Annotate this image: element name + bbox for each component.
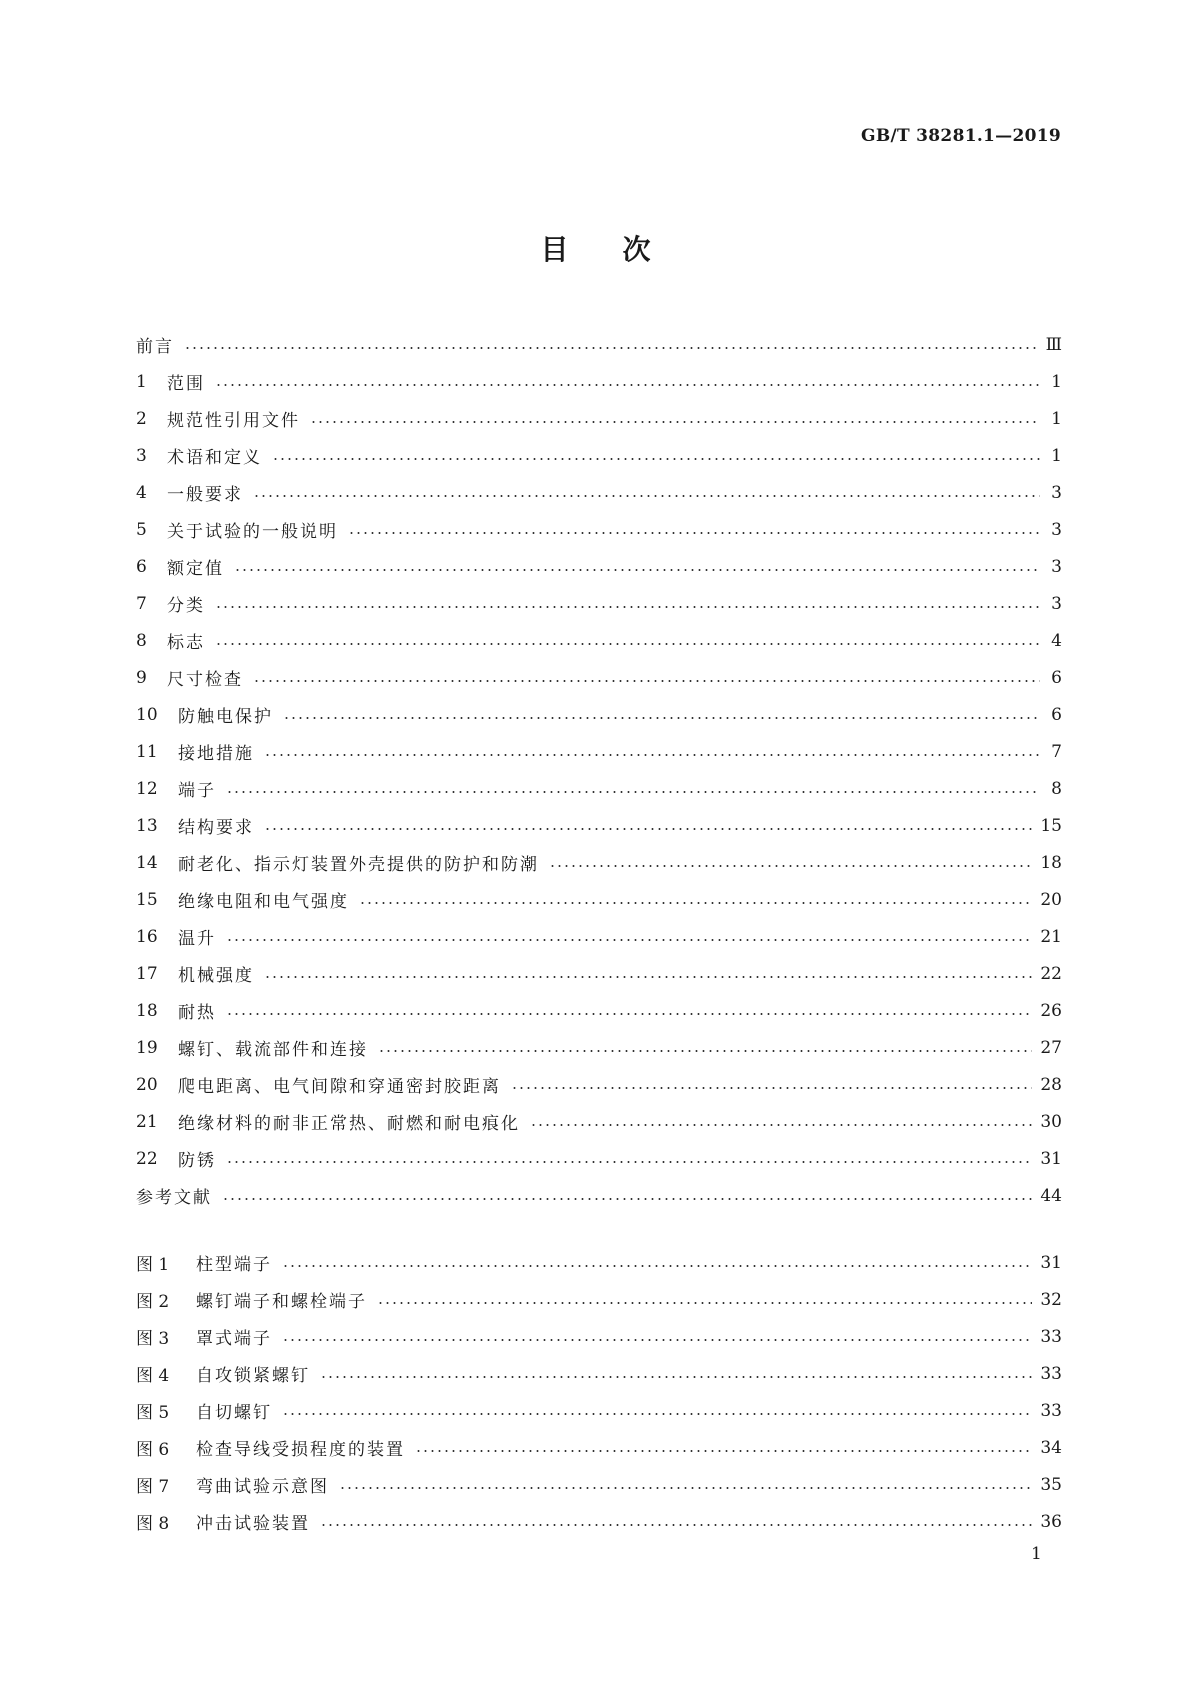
section-title: 防锈 xyxy=(178,1151,216,1171)
page-reference: 34 xyxy=(1040,1437,1062,1458)
page-reference: 28 xyxy=(1040,1074,1062,1095)
dot-leader xyxy=(359,902,1032,904)
dot-leader xyxy=(272,458,1040,460)
section-title: 前言 xyxy=(136,337,174,357)
page-reference: 15 xyxy=(1040,815,1062,836)
section-title: 规范性引用文件 xyxy=(167,411,300,431)
section-title: 接地措施 xyxy=(178,744,254,764)
figure-number: 图 4 xyxy=(136,1366,170,1386)
toc-entry[interactable] xyxy=(136,1103,1062,1140)
dot-leader xyxy=(377,1302,1032,1304)
section-number: 13 xyxy=(136,815,158,836)
page-reference: 3 xyxy=(1051,556,1062,577)
toc-entry[interactable] xyxy=(136,807,1062,844)
section-title: 范围 xyxy=(167,374,205,394)
page-reference: 3 xyxy=(1051,482,1062,503)
toc-entry[interactable] xyxy=(136,696,1062,733)
section-title: 一般要求 xyxy=(167,485,243,505)
page-reference: 6 xyxy=(1051,667,1062,688)
dot-leader xyxy=(348,532,1040,534)
figure-title: 自攻锁紧螺钉 xyxy=(196,1366,310,1386)
section-number: 3 xyxy=(136,445,147,466)
section-title: 耐热 xyxy=(178,1003,216,1023)
section-title: 标志 xyxy=(167,633,205,653)
toc-entry[interactable] xyxy=(136,1177,1062,1214)
figure-title: 罩式端子 xyxy=(196,1329,272,1349)
dot-leader xyxy=(215,384,1040,386)
page-reference: 22 xyxy=(1040,963,1062,984)
toc-entry[interactable] xyxy=(136,659,1062,696)
section-number: 11 xyxy=(136,741,158,762)
toc-entry[interactable] xyxy=(136,992,1062,1029)
toc-entry[interactable] xyxy=(136,770,1062,807)
figure-entry[interactable] xyxy=(136,1503,1062,1540)
page-reference: 1 xyxy=(1051,408,1062,429)
dot-leader xyxy=(215,606,1040,608)
page-reference: 27 xyxy=(1040,1037,1062,1058)
page-number: 1 xyxy=(1031,1544,1042,1564)
dot-leader xyxy=(253,680,1040,682)
page-reference: 1 xyxy=(1051,445,1062,466)
figure-number: 图 2 xyxy=(136,1292,170,1312)
page-reference: 7 xyxy=(1051,741,1062,762)
section-number: 16 xyxy=(136,926,158,947)
section-number: 2 xyxy=(136,408,147,429)
section-title: 防触电保护 xyxy=(178,707,273,727)
page-reference: 3 xyxy=(1051,593,1062,614)
toc-entry[interactable] xyxy=(136,881,1062,918)
figure-title: 弯曲试验示意图 xyxy=(196,1477,329,1497)
figure-entry[interactable] xyxy=(136,1244,1062,1281)
toc-entry[interactable] xyxy=(136,400,1062,437)
toc-entry[interactable] xyxy=(136,585,1062,622)
figure-number: 图 6 xyxy=(136,1440,170,1460)
figure-title: 螺钉端子和螺栓端子 xyxy=(196,1292,367,1312)
figure-entry[interactable] xyxy=(136,1318,1062,1355)
page-reference: 6 xyxy=(1051,704,1062,725)
section-number: 15 xyxy=(136,889,158,910)
section-title: 绝缘电阻和电气强度 xyxy=(178,892,349,912)
section-title: 温升 xyxy=(178,929,216,949)
page-reference: 35 xyxy=(1040,1474,1062,1495)
section-title: 分类 xyxy=(167,596,205,616)
toc-entry[interactable] xyxy=(136,326,1062,363)
section-title: 额定值 xyxy=(167,559,224,579)
figure-entry[interactable] xyxy=(136,1355,1062,1392)
dot-leader xyxy=(339,1487,1032,1489)
figure-title: 检查导线受损程度的装置 xyxy=(196,1440,405,1460)
dot-leader xyxy=(215,643,1040,645)
dot-leader xyxy=(226,1013,1032,1015)
section-number: 6 xyxy=(136,556,147,577)
page-reference: 32 xyxy=(1040,1289,1062,1310)
page-reference: 4 xyxy=(1051,630,1062,651)
section-number: 10 xyxy=(136,704,158,725)
section-number: 22 xyxy=(136,1148,158,1169)
toc-entry[interactable] xyxy=(136,844,1062,881)
dot-leader xyxy=(264,754,1040,756)
page-reference: 20 xyxy=(1040,889,1062,910)
page-reference: 31 xyxy=(1040,1148,1062,1169)
section-title: 爬电距离、电气间隙和穿通密封胶距离 xyxy=(178,1077,501,1097)
page-reference: 44 xyxy=(1040,1185,1062,1206)
page-reference: 26 xyxy=(1040,1000,1062,1021)
page-reference: 8 xyxy=(1051,778,1062,799)
section-number: 12 xyxy=(136,778,158,799)
dot-leader xyxy=(264,976,1032,978)
section-number: 4 xyxy=(136,482,147,503)
figure-entry[interactable] xyxy=(136,1466,1062,1503)
dot-leader xyxy=(264,828,1032,830)
dot-leader xyxy=(184,347,1038,349)
figure-number: 图 3 xyxy=(136,1329,170,1349)
dot-leader xyxy=(378,1050,1032,1052)
toc-entry[interactable] xyxy=(136,1140,1062,1177)
dot-leader xyxy=(222,1198,1032,1200)
figure-title: 柱型端子 xyxy=(196,1255,272,1275)
figure-entry[interactable] xyxy=(136,1392,1062,1429)
page-reference: 31 xyxy=(1040,1252,1062,1273)
figure-number: 图 1 xyxy=(136,1255,170,1275)
section-number: 7 xyxy=(136,593,147,614)
dot-leader xyxy=(282,1339,1032,1341)
section-number: 18 xyxy=(136,1000,158,1021)
page-reference: 21 xyxy=(1040,926,1062,947)
toc-entry[interactable] xyxy=(136,955,1062,992)
toc-entry[interactable] xyxy=(136,437,1062,474)
dot-leader xyxy=(226,1161,1032,1163)
figure-number: 图 5 xyxy=(136,1403,170,1423)
section-number: 17 xyxy=(136,963,158,984)
toc-entry[interactable] xyxy=(136,548,1062,585)
section-number: 1 xyxy=(136,371,147,392)
dot-leader xyxy=(320,1376,1032,1378)
section-title: 术语和定义 xyxy=(167,448,262,468)
page-reference: 33 xyxy=(1040,1400,1062,1421)
page-reference: 33 xyxy=(1040,1363,1062,1384)
dot-leader xyxy=(283,717,1040,719)
table-of-contents xyxy=(136,326,1062,1214)
dot-leader xyxy=(320,1524,1032,1526)
section-number: 19 xyxy=(136,1037,158,1058)
dot-leader xyxy=(415,1450,1032,1452)
dot-leader xyxy=(511,1087,1032,1089)
toc-entry[interactable] xyxy=(136,622,1062,659)
toc-entry[interactable] xyxy=(136,733,1062,770)
toc-entry[interactable] xyxy=(136,1066,1062,1103)
page-reference: 1 xyxy=(1051,371,1062,392)
page-reference: 33 xyxy=(1040,1326,1062,1347)
section-number: 20 xyxy=(136,1074,158,1095)
section-number: 8 xyxy=(136,630,147,651)
toc-entry[interactable] xyxy=(136,918,1062,955)
toc-entry[interactable] xyxy=(136,1029,1062,1066)
dot-leader xyxy=(253,495,1040,497)
figure-number: 图 7 xyxy=(136,1477,170,1497)
section-title: 参考文献 xyxy=(136,1188,212,1208)
page-reference: 3 xyxy=(1051,519,1062,540)
section-number: 9 xyxy=(136,667,147,688)
dot-leader xyxy=(310,421,1040,423)
toc-entry[interactable] xyxy=(136,363,1062,400)
section-number: 14 xyxy=(136,852,158,873)
toc-entry[interactable] xyxy=(136,474,1062,511)
figure-entry[interactable] xyxy=(136,1429,1062,1466)
dot-leader xyxy=(282,1265,1032,1267)
dot-leader xyxy=(226,791,1040,793)
section-title: 机械强度 xyxy=(178,966,254,986)
figure-list xyxy=(136,1244,1062,1540)
section-title: 螺钉、载流部件和连接 xyxy=(178,1040,368,1060)
section-title: 结构要求 xyxy=(178,818,254,838)
page-title: 目次 xyxy=(540,233,705,266)
section-title: 尺寸检查 xyxy=(167,670,243,690)
dot-leader xyxy=(549,865,1032,867)
dot-leader xyxy=(530,1124,1032,1126)
figure-entry[interactable] xyxy=(136,1281,1062,1318)
page-reference: Ⅲ xyxy=(1045,334,1062,355)
section-number: 21 xyxy=(136,1111,158,1132)
section-title: 耐老化、指示灯装置外壳提供的防护和防潮 xyxy=(178,855,539,875)
dot-leader xyxy=(226,939,1032,941)
dot-leader xyxy=(282,1413,1032,1415)
page-reference: 30 xyxy=(1040,1111,1062,1132)
figure-title: 冲击试验装置 xyxy=(196,1514,310,1534)
toc-entry[interactable] xyxy=(136,511,1062,548)
section-title: 端子 xyxy=(178,781,216,801)
section-title: 关于试验的一般说明 xyxy=(167,522,338,542)
page-reference: 18 xyxy=(1040,852,1062,873)
figure-number: 图 8 xyxy=(136,1514,170,1534)
page-reference: 36 xyxy=(1040,1511,1062,1532)
section-title: 绝缘材料的耐非正常热、耐燃和耐电痕化 xyxy=(178,1114,520,1134)
dot-leader xyxy=(234,569,1040,571)
figure-title: 自切螺钉 xyxy=(196,1403,272,1423)
section-number: 5 xyxy=(136,519,147,540)
document-code: GB/T 38281.1—2019 xyxy=(861,126,1061,146)
